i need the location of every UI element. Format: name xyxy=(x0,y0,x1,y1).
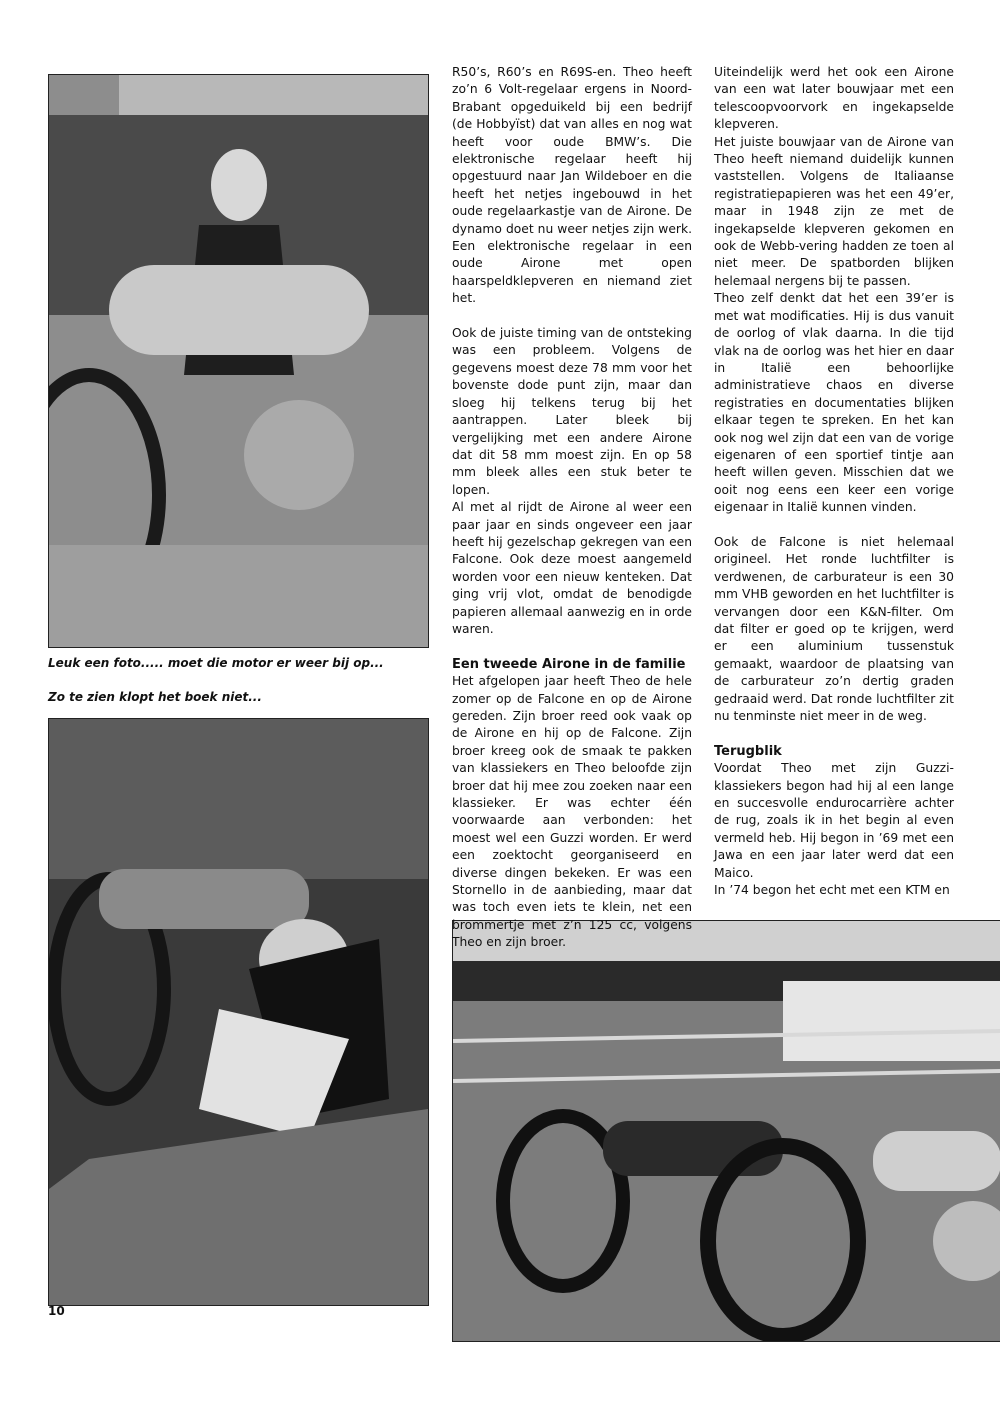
photo-girl-with-motorcycle xyxy=(48,74,429,648)
caption-photo-2: Zo te zien klopt het boek niet... xyxy=(48,690,262,704)
text-column-1 xyxy=(452,64,692,969)
paragraph: Uiteindelijk werd het ook een Airone van een wat later bouwjaar met een telescoopvoorvork en ingekapselde klepveren. xyxy=(714,65,954,132)
paragraph: Ook de juiste timing van de ontsteking was een probleem. Volgens de gegevens moest deze 78 mm voor het bovenste dode punt zijn, maar dan sloeg hij telkens terug bij het aantrappen. Later bleek bij vergelijking met een andere Airone dat dit 58 mm moest zijn. En op 58 mm bleek alles een stuk beter te lopen. xyxy=(452,326,692,497)
section-heading: Terugblik xyxy=(714,743,782,759)
paragraph: Het afgelopen jaar heeft Theo de hele zomer op de Falcone en op de Airone gereden. Zijn broer reed ook vaak op de Airone en hij op de Falcone. Zijn broer kreeg ook de smaak te pakken van klassiekers en Theo beloofde zijn broer dat hij mee zou zoeken naar een klassieker. Er was echter één voorwaarde aan verbonden: het moest wel een Guzzi worden. Er werd een zoektocht georganiseerd en diverse dingen bekeken. Er was een Stornello in de aanbieding, maar dat was toch even iets te klein, net een brommertje met z’n 125 cc, volgens Theo en zijn broer. xyxy=(452,674,692,950)
paragraph: Voordat Theo met zijn Guzzi-klassiekers begon had hij al een lange en succesvolle endurocarrière achter de rug, zoals ik in het begin al even vermeld heb. Hij begon in ’69 met een Jawa en een jaar later werd dat een Maico. xyxy=(714,761,954,880)
text-column-2 xyxy=(714,64,954,899)
paragraph: Ook de Falcone is niet helemaal origineel. Het ronde luchtfilter is verdwenen, de carburateur is een 30 mm VHB geworden en het luchtfilter is vervangen door een K&N-filter. Om dat filter er goed op te krijgen, werd er een aluminium tussenstuk gemaakt, waardoor de plaatsing van de carburateur zo’n dertig graden gedraaid werd. Dat ronde luchtfilter zit nu tenminste niet meer in de weg. xyxy=(714,534,954,724)
photo-man-reading-manual xyxy=(48,718,429,1306)
paragraph: Het juiste bouwjaar van de Airone van Theo heeft niemand duidelijk kunnen vaststellen. Volgens de Italiaanse registratiepapieren was het een 49’er, maar in 1948 zijn ze met de ingekapselde klepveren gekomen en ook de Webb-vering hadden ze toen al niet meer. De spatborden blijken helemaal nergens bij te passen. xyxy=(714,134,954,288)
section-heading: Een tweede Airone in de familie xyxy=(452,656,686,672)
paragraph: Al met al rijdt de Airone al weer een paar jaar en sinds ongeveer een jaar heeft hij gezelschap gekregen van een Falcone. Ook deze moest aangemeld worden voor een nieuw kenteken. Dat ging vrij vlot, omdat de benodigde papieren allemaal aanwezig en in orde waren. xyxy=(452,500,692,636)
paragraph: Theo zelf denkt dat het een 39’er is met wat modificaties. Hij is dus vanuit de oorlog of vlak daarna. In die tijd vlak na de oorlog was het hier en daar in Italië een behoorlijke administratieve chaos en diverse registraties en documentaties blijken elkaar tegen te spreken. En het kan ook nog wel zijn dat een van de vorige eigenaren of een sportief tintje aan heeft willen geven. Misschien dat we ooit nog eens een keer een vorige eigenaar in Italië kunnen vinden. xyxy=(714,291,954,515)
paragraph: R50’s, R60’s en R69S-en. Theo heeft zo’n 6 Volt-regelaar ergens in Noord-Brabant opgeduikeld bij een bedrijf (de Hobbyïst) dat van alles en nog wat heeft voor oude BMW’s. Die elektronische regelaar heeft hij opgestuurd naar Jan Wildeboer en die heeft het netjes ingebouwd in het oude regelaarkastje van de Airone. De dynamo doet nu weer netjes zijn werk. Een elektronische regelaar in een oude Airone met open haarspeldklepveren en niemand ziet het. xyxy=(452,65,692,306)
caption-photo-1: Leuk een foto..... moet die motor er weer bij op... xyxy=(48,656,384,670)
photo-two-motorcycles xyxy=(452,920,1000,1342)
paragraph: In ’74 begon het echt met een KTM en xyxy=(714,883,950,898)
page-number: 10 xyxy=(48,1304,65,1318)
